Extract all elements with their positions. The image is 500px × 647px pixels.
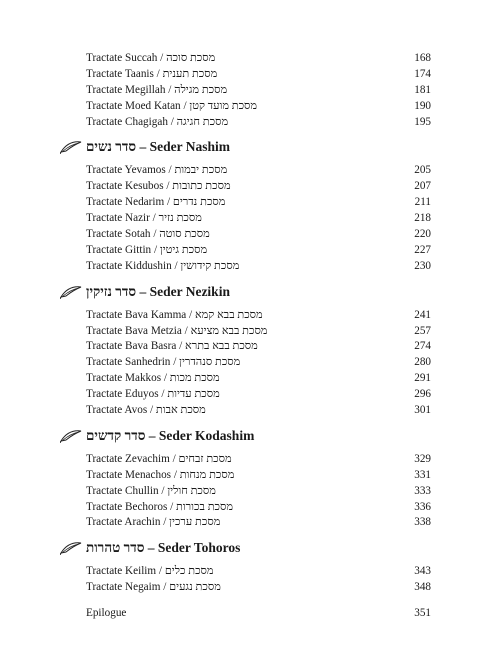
entry-page-number: 220 bbox=[414, 228, 431, 241]
toc-entry[interactable] bbox=[86, 387, 431, 403]
toc-entry[interactable] bbox=[86, 163, 431, 179]
section-heading-tohoros bbox=[60, 539, 431, 557]
entry-page-number: 343 bbox=[414, 565, 431, 578]
entry-title: Tractate Makkos / מסכת מכות bbox=[86, 372, 220, 385]
entry-page-number: 207 bbox=[414, 180, 431, 193]
entry-title: Tractate Arachin / מסכת ערכין bbox=[86, 516, 221, 529]
entry-page-number: 296 bbox=[414, 388, 431, 401]
toc-entry[interactable] bbox=[86, 403, 431, 419]
toc-entry[interactable] bbox=[86, 67, 431, 83]
spacer bbox=[86, 596, 431, 606]
section-heading-nashim bbox=[60, 138, 431, 156]
entry-page-number: 274 bbox=[414, 340, 431, 353]
entry-page-number: 241 bbox=[414, 308, 431, 321]
section-heading-text: סדר נשים – Seder Nashim bbox=[86, 139, 230, 155]
entry-title: Tractate Succah / מסכת סוכה bbox=[86, 52, 216, 64]
section-heading-kodashim bbox=[60, 427, 431, 445]
entry-title: Tractate Negaim / מסכת נגעים bbox=[86, 581, 221, 594]
entry-title: Tractate Bava Kamma / מסכת בבא קמא bbox=[86, 308, 263, 321]
toc-entry[interactable] bbox=[86, 179, 431, 195]
toc-entry[interactable] bbox=[86, 339, 431, 355]
entry-title: Tractate Nazir / מסכת נזיר bbox=[86, 212, 202, 225]
entry-page-number: 336 bbox=[414, 500, 431, 513]
entry-page-number: 230 bbox=[414, 259, 431, 272]
quill-pen-icon bbox=[60, 140, 82, 154]
entry-page-number: 205 bbox=[414, 164, 431, 177]
entry-page-number: 291 bbox=[414, 372, 431, 385]
entry-page-number: 333 bbox=[414, 484, 431, 497]
entry-title: Tractate Yevamos / מסכת יבמות bbox=[86, 164, 228, 177]
toc-entry[interactable] bbox=[86, 355, 431, 371]
entry-page-number: 227 bbox=[414, 243, 431, 256]
entry-title: Tractate Keilim / מסכת כלים bbox=[86, 565, 214, 578]
toc-entry[interactable] bbox=[86, 115, 431, 131]
entry-title: Tractate Menachos / מסכת מנחות bbox=[86, 468, 235, 481]
entry-page-number: 195 bbox=[414, 115, 431, 128]
quill-pen-icon bbox=[60, 285, 82, 299]
entry-title: Tractate Kesubos / מסכת כתובות bbox=[86, 180, 231, 193]
entry-title: Tractate Moed Katan / מסכת מועד קטן bbox=[86, 99, 258, 112]
entry-title: Tractate Taanis / מסכת תענית bbox=[86, 67, 218, 80]
entry-title: Tractate Sanhedrin / מסכת סנהדרין bbox=[86, 356, 241, 369]
toc-entry[interactable] bbox=[86, 515, 431, 531]
entry-title: Tractate Chullin / מסכת חולין bbox=[86, 484, 216, 497]
entry-page-number: 181 bbox=[414, 83, 431, 96]
entry-page-number: 168 bbox=[414, 52, 431, 64]
toc-entry[interactable] bbox=[86, 468, 431, 484]
toc-list bbox=[86, 51, 431, 622]
quill-pen-icon bbox=[60, 541, 82, 555]
toc-entry[interactable] bbox=[86, 259, 431, 275]
toc-entry[interactable] bbox=[86, 227, 431, 243]
entry-title: Tractate Gittin / מסכת גיטין bbox=[86, 243, 208, 256]
toc-entry[interactable] bbox=[86, 243, 431, 259]
entry-title: Tractate Kiddushin / מסכת קידושין bbox=[86, 259, 240, 272]
section-heading-text: סדר קדשים – Seder Kodashim bbox=[86, 427, 255, 443]
entry-title: Tractate Eduyos / מסכת עדיות bbox=[86, 388, 220, 401]
toc-entry-epilogue[interactable] bbox=[86, 606, 431, 622]
entry-title: Tractate Chagigah / מסכת חגיגה bbox=[86, 115, 229, 128]
toc-entry[interactable] bbox=[86, 484, 431, 500]
entry-page-number: 257 bbox=[414, 324, 431, 337]
toc-entry[interactable] bbox=[86, 51, 431, 67]
entry-title: Tractate Bava Basra / מסכת בבא בתרא bbox=[86, 340, 258, 353]
entry-page-number: 338 bbox=[414, 516, 431, 529]
toc-entry[interactable] bbox=[86, 308, 431, 324]
toc-entry[interactable] bbox=[86, 195, 431, 211]
toc-entry[interactable] bbox=[86, 452, 431, 468]
entry-page-number: 329 bbox=[414, 452, 431, 465]
toc-entry[interactable] bbox=[86, 580, 431, 596]
toc-entry[interactable] bbox=[86, 324, 431, 340]
entry-title: Tractate Megillah / מסכת מגילה bbox=[86, 83, 228, 96]
section-heading-nezikin bbox=[60, 283, 431, 301]
entry-page-number: 351 bbox=[414, 607, 431, 620]
entry-title: Tractate Nedarim / מסכת נדרים bbox=[86, 196, 226, 209]
quill-pen-icon bbox=[60, 429, 82, 443]
entry-page-number: 174 bbox=[414, 67, 431, 80]
entry-page-number: 218 bbox=[414, 212, 431, 225]
section-heading-text: סדר טהרות – Seder Tohoros bbox=[86, 540, 241, 556]
entry-title: Tractate Bechoros / מסכת בכורות bbox=[86, 500, 233, 513]
entry-title: Epilogue bbox=[86, 607, 127, 620]
toc-entry[interactable] bbox=[86, 83, 431, 99]
entry-page-number: 280 bbox=[414, 356, 431, 369]
entry-page-number: 301 bbox=[414, 404, 431, 417]
toc-entry[interactable] bbox=[86, 500, 431, 516]
section-heading-text: סדר נזיקין – Seder Nezikin bbox=[86, 283, 230, 299]
toc-entry[interactable] bbox=[86, 564, 431, 580]
toc-entry[interactable] bbox=[86, 211, 431, 227]
entry-page-number: 348 bbox=[414, 581, 431, 594]
toc-entry[interactable] bbox=[86, 99, 431, 115]
entry-page-number: 211 bbox=[414, 196, 431, 209]
entry-title: Tractate Sotah / מסכת סוטה bbox=[86, 228, 210, 241]
entry-title: Tractate Zevachim / מסכת זבחים bbox=[86, 452, 232, 465]
entry-title: Tractate Bava Metzia / מסכת בבא מציעא bbox=[86, 324, 268, 337]
entry-title: Tractate Avos / מסכת אבות bbox=[86, 404, 206, 417]
entry-page-number: 331 bbox=[414, 468, 431, 481]
entry-page-number: 190 bbox=[414, 99, 431, 112]
toc-entry[interactable] bbox=[86, 371, 431, 387]
